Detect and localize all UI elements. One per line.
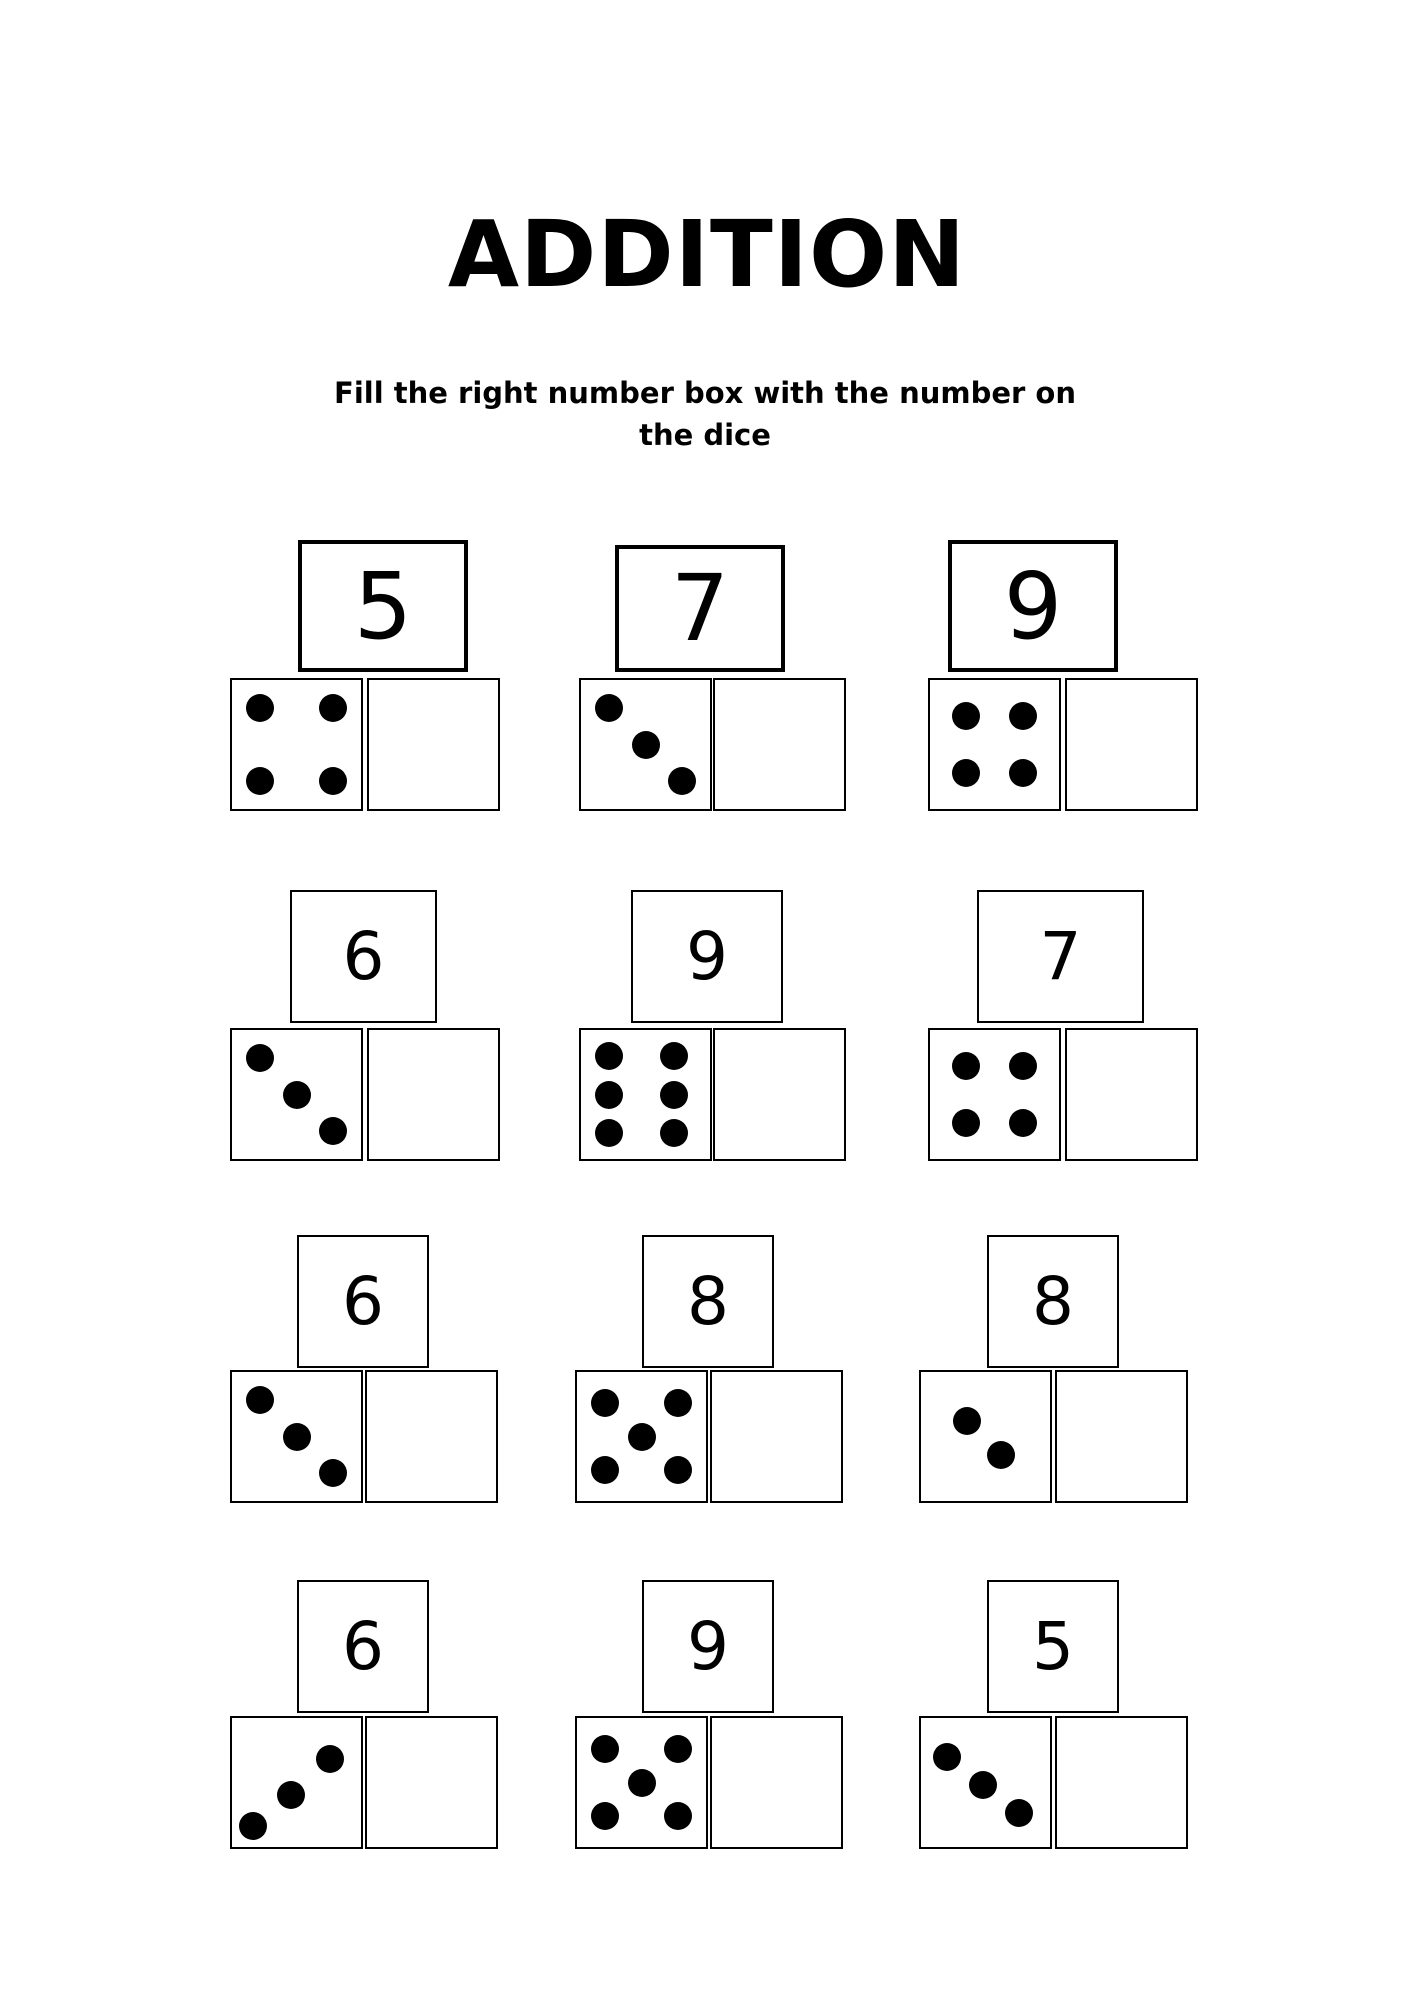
dice-pip [319, 694, 347, 722]
dice-face [230, 1028, 363, 1161]
dice-face [230, 1716, 363, 1849]
dice-face [928, 678, 1061, 811]
dice-pip [628, 1423, 656, 1451]
dice-pip [319, 1459, 347, 1487]
dice-pip [632, 731, 660, 759]
dice-pip [664, 1735, 692, 1763]
answer-box[interactable] [713, 1028, 846, 1161]
target-number-box: 6 [297, 1235, 429, 1368]
answer-box[interactable] [365, 1716, 498, 1849]
dice-pip [319, 1117, 347, 1145]
dice-face [230, 678, 363, 811]
answer-box[interactable] [1065, 1028, 1198, 1161]
dice-pip [628, 1769, 656, 1797]
target-number-box: 8 [642, 1235, 774, 1368]
dice-pip [952, 759, 980, 787]
dice-pip [660, 1119, 688, 1147]
dice-pip [595, 1042, 623, 1070]
dice-pip [952, 1109, 980, 1137]
dice-pip [591, 1389, 619, 1417]
dice-pip [1009, 759, 1037, 787]
dice-pip [664, 1389, 692, 1417]
dice-pip [595, 1119, 623, 1147]
dice-pip [933, 1743, 961, 1771]
dice-pip [1009, 1109, 1037, 1137]
answer-box[interactable] [713, 678, 846, 811]
dice-pip [283, 1081, 311, 1109]
dice-pip [246, 694, 274, 722]
dice-face [575, 1370, 708, 1503]
dice-pip [664, 1456, 692, 1484]
answer-box[interactable] [365, 1370, 498, 1503]
dice-pip [660, 1042, 688, 1070]
dice-pip [987, 1441, 1015, 1469]
dice-pip [246, 767, 274, 795]
answer-box[interactable] [367, 678, 500, 811]
dice-face [928, 1028, 1061, 1161]
answer-box[interactable] [1055, 1716, 1188, 1849]
dice-pip [660, 1081, 688, 1109]
dice-pip [283, 1423, 311, 1451]
dice-pip [316, 1745, 344, 1773]
dice-pip [664, 1802, 692, 1830]
target-number-box: 9 [631, 890, 783, 1023]
dice-pip [952, 1052, 980, 1080]
dice-pip [246, 1386, 274, 1414]
dice-pip [591, 1802, 619, 1830]
dice-pip [595, 694, 623, 722]
target-number-box: 5 [298, 540, 468, 672]
dice-pip [1009, 702, 1037, 730]
target-number-box: 6 [297, 1580, 429, 1713]
answer-box[interactable] [1055, 1370, 1188, 1503]
dice-pip [319, 767, 347, 795]
target-number-box: 5 [987, 1580, 1119, 1713]
dice-pip [969, 1771, 997, 1799]
dice-pip [1005, 1799, 1033, 1827]
target-number-box: 8 [987, 1235, 1119, 1368]
dice-pip [591, 1735, 619, 1763]
worksheet-title: ADDITION [447, 201, 967, 308]
answer-box[interactable] [710, 1370, 843, 1503]
target-number-box: 7 [977, 890, 1144, 1023]
dice-pip [953, 1407, 981, 1435]
answer-box[interactable] [710, 1716, 843, 1849]
target-number-box: 7 [615, 545, 785, 672]
dice-face [230, 1370, 363, 1503]
dice-face [579, 678, 712, 811]
target-number-box: 9 [948, 540, 1118, 672]
dice-face [919, 1716, 1052, 1849]
dice-pip [595, 1081, 623, 1109]
dice-pip [277, 1781, 305, 1809]
dice-face [579, 1028, 712, 1161]
dice-pip [239, 1812, 267, 1840]
dice-pip [246, 1044, 274, 1072]
worksheet-instructions: Fill the right number box with the number on the dice [334, 376, 1076, 452]
dice-pip [1009, 1052, 1037, 1080]
dice-face [919, 1370, 1052, 1503]
target-number-box: 6 [290, 890, 437, 1023]
dice-pip [668, 767, 696, 795]
dice-pip [952, 702, 980, 730]
target-number-box: 9 [642, 1580, 774, 1713]
dice-pip [591, 1456, 619, 1484]
answer-box[interactable] [367, 1028, 500, 1161]
dice-face [575, 1716, 708, 1849]
answer-box[interactable] [1065, 678, 1198, 811]
